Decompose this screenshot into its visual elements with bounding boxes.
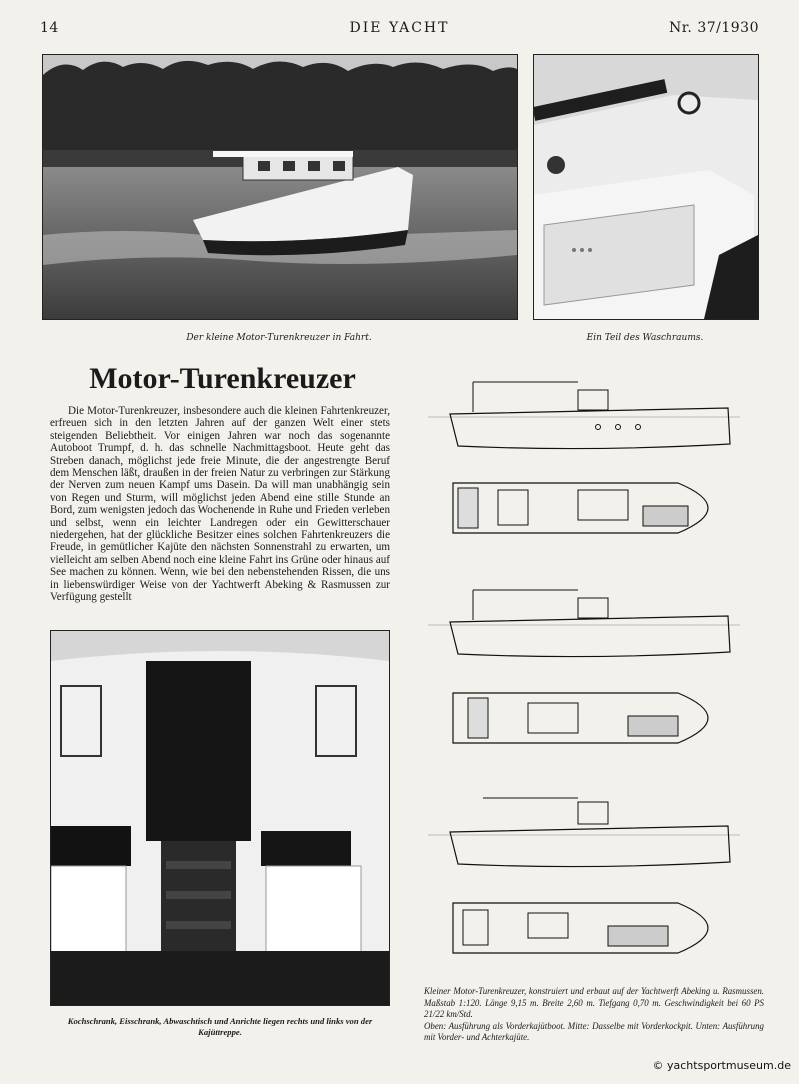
- plan-3-deck: [428, 898, 740, 958]
- plans-caption-line1: Kleiner Motor-Turenkreuzer, konstruiert und erbaut auf der Yachtwerft Abeking u. Rasmussen. Maßstab 1:120. Länge 9,15 m. Breite 2,60 m. Tiefgang 0,70 m. Geschwindigkeit bei 60 PS 21/22 km/Std.: [424, 986, 764, 1020]
- cabin-photo-caption: Kochschrank, Eisschrank, Abwaschtisch und Anrichte liegen rechts und links von der Kajüttreppe.: [67, 1016, 373, 1037]
- issue-number: Nr. 37/1930: [669, 20, 759, 36]
- journal-title: DIE YACHT: [349, 20, 450, 36]
- plans-caption: [424, 986, 764, 1044]
- cabin-photo: [50, 630, 390, 1006]
- plan-2-deck: [428, 688, 740, 748]
- page-number: 14: [40, 20, 59, 36]
- plans-caption-line2: Oben: Ausführung als Vorderkajütboot. Mitte: Dasselbe mit Vorderkockpit. Unten: Ausführung mit Vorder- und Achterkajüte.: [424, 1020, 764, 1043]
- washroom-photo-caption: Ein Teil des Waschraums.: [586, 333, 704, 343]
- article-body: Die Motor-Turenkreuzer, insbesondere auch die kleinen Fahrtenkreuzer, erfreuen sich in den letzten Jahren auf der ganzen Welt einer stets steigenden Beliebtheit. Vor einigen Jahren war noch das sogenannte Autoboot Trumpf, d. h. das schnelle Nachmittagsboot. Heute geht das Streben danach, möglichst jede freie Minute, die der angestrengte Beruf dem Menschen läßt, draußen in der freien Natur zu verbringen zur Stärkung der Nerven zum neuen Kampf ums Dasein. Da will man unabhängig sein von Regen und Sturm, will möglichst jeden Abend eine stille Stunde an Bord, zum wenigsten jedoch das Wochenende in Ruhe und Frieden verleben und selbst, wenn ein leichter Landregen oder ein Gewitterschauer niedergehen, hat der glückliche Besitzer eines solchen Fahrtenkreuzers die Freude, in gemütlicher Kajüte den nächsten Sonnenstrahl zu erwarten, um vielleicht am selben Abend noch eine kleine Fahrt ins Grüne oder hinaus auf See machen zu können. Wenn, wie bei den nebenstehenden Rissen, die uns in liebenswürdiger Weise von der Yachtwerft Abeking & Rasmussen zur Verfügung gestellt: [50, 405, 390, 604]
- plan-3-elevation: [428, 790, 740, 872]
- copyright-notice: © yachtsportmuseum.de: [652, 1059, 791, 1072]
- washroom-photo: [533, 54, 759, 320]
- article-title: Motor-Turenkreuzer: [89, 362, 356, 395]
- boat-photo-caption: Der kleine Motor-Turenkreuzer in Fahrt.: [186, 333, 372, 343]
- plan-2-elevation: [428, 580, 740, 662]
- plan-1-elevation: [428, 372, 740, 454]
- plan-1-deck: [428, 478, 740, 538]
- boat-photo: [42, 54, 518, 320]
